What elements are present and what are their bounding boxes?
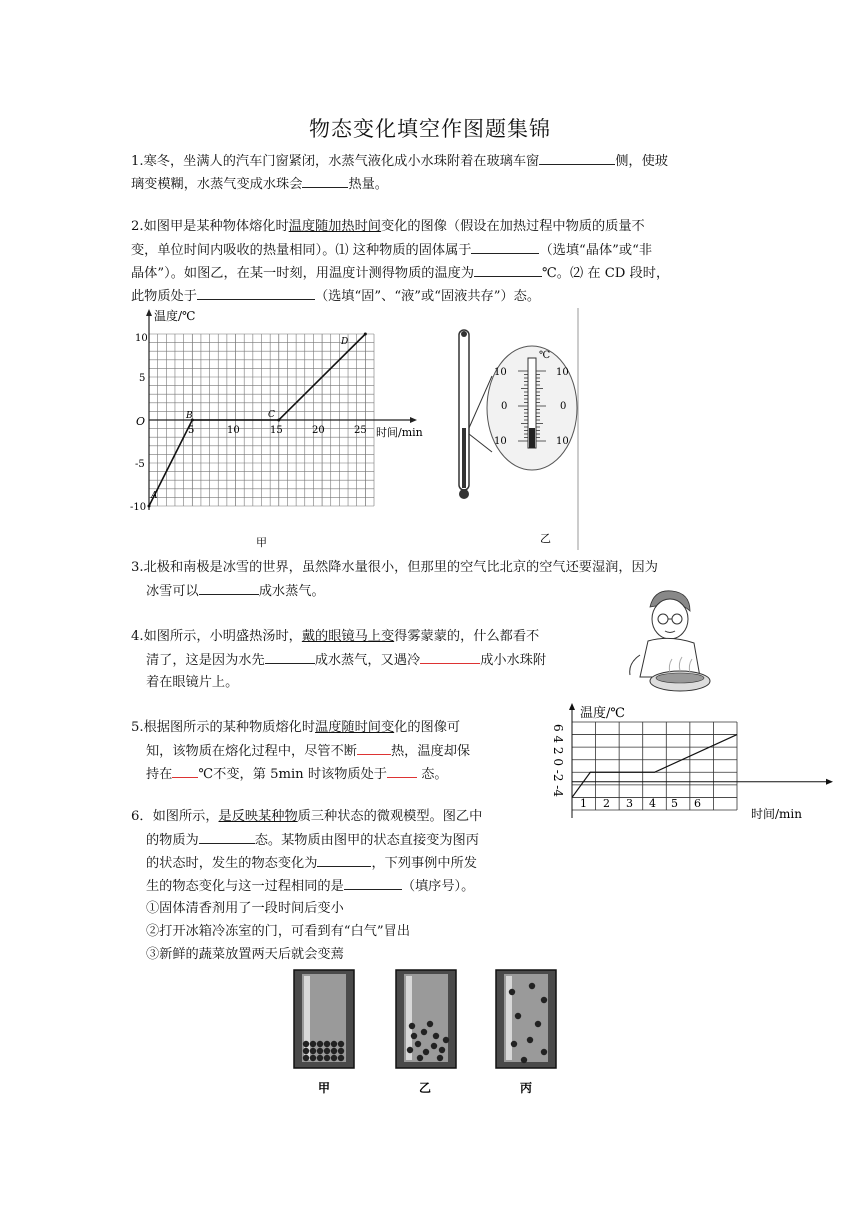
q5-underlined-text: 温度随时间变	[315, 720, 395, 735]
x-axis-arrow	[826, 779, 833, 785]
q5-blank-3[interactable]	[387, 763, 417, 778]
particle	[535, 1021, 541, 1027]
graph1-origin-label: O	[136, 415, 146, 428]
graph2-xlabel: 时间/min	[751, 807, 802, 821]
graph2-xtick-2: 2	[603, 797, 610, 810]
q2-blank-3[interactable]	[197, 285, 315, 300]
thermo-right-0: 0	[560, 401, 567, 412]
q5-line2: 知，该物质在熔化过程中，尽管不断	[146, 744, 357, 759]
graph1-xtick-5: 5	[188, 425, 195, 436]
q6-line4-end: （填序号）。	[401, 879, 475, 894]
particle	[515, 1013, 521, 1019]
y-axis-arrow	[569, 703, 575, 710]
particle	[338, 1048, 344, 1054]
q2-line3: 晶体”）。如图乙，在某一时刻，用温度计测得物质的温度为	[131, 266, 475, 281]
particle	[411, 1033, 417, 1039]
data-point	[277, 419, 280, 422]
q1-line1-end: 侧，使玻	[615, 154, 668, 169]
graph1-point-c: C	[268, 410, 275, 420]
particle	[509, 989, 515, 995]
q5-line1-end: 化的图像可	[394, 720, 461, 735]
q6-line2: 的物质为	[146, 833, 199, 848]
graph1-xtick-10: 10	[227, 425, 240, 436]
q4-line1-end: 得雾蒙蒙的，什么都看不	[394, 629, 540, 644]
q4-line1: 4.如图所示，小明盛热汤时，	[131, 629, 302, 644]
q6-blank-3[interactable]	[344, 875, 402, 890]
q3-line2-end: 成水蒸气。	[258, 584, 325, 599]
zoom-line-bottom	[469, 434, 492, 452]
particle	[433, 1033, 439, 1039]
graph1-ytick-10: 10	[135, 333, 148, 344]
graph2-xtick-4: 4	[649, 797, 656, 810]
q1-line2-end: 热量。	[348, 177, 388, 192]
q2-line4: 此物质处于	[131, 289, 197, 304]
particle	[409, 1023, 415, 1029]
particle	[421, 1029, 427, 1035]
question-5-l2	[146, 740, 470, 763]
q2-line1-end: 变化的图像（假设在加热过程中物质的质量不	[380, 219, 645, 234]
graph1-point-a: A	[151, 491, 158, 501]
q3-blank[interactable]	[199, 580, 259, 595]
particle	[511, 1041, 517, 1047]
q6-line3: 的状态时，发生的物态变化为	[146, 856, 318, 871]
thermometer-top	[461, 331, 467, 337]
magnified-liquid	[529, 428, 535, 448]
page-title: 物态变化填空作图题集锦	[309, 117, 551, 141]
question-6-l4	[146, 875, 474, 898]
q6-option-3: ③新鲜的蔬菜放置两天后就会变蔫	[146, 947, 344, 962]
q2-line2: 变，单位时间内吸收的热量相同）。⑴ 这种物质的固体属于	[131, 243, 472, 258]
q5-line1: 5.根据图所示的某种物质熔化时	[131, 720, 316, 735]
boy-with-soup-illustration	[620, 585, 715, 705]
particle	[310, 1055, 316, 1061]
q5-line2-end: 热，温度却保	[391, 744, 471, 759]
container-highlight-0	[304, 976, 310, 1060]
question-6-l2	[146, 829, 479, 852]
question-3-l2	[146, 580, 325, 603]
graph1-xtick-25: 25	[354, 425, 367, 436]
q5-line3: 持在	[146, 767, 173, 782]
question-2	[131, 216, 645, 238]
q6-line2-end: 态。某物质由图甲的状态直接变为图丙	[254, 833, 479, 848]
q5-line3-mid: ℃不变，第 5min 时该物质处于	[198, 767, 387, 782]
q2-line4-end: （选填“固”、“液”或“固液共存”）态。	[314, 289, 541, 304]
thermo-left-minus10: 10	[494, 436, 507, 447]
particle	[331, 1041, 337, 1047]
data-point	[364, 333, 367, 336]
x-axis-arrow	[410, 417, 417, 423]
particle	[541, 997, 547, 1003]
figure-q5	[540, 700, 840, 840]
question-2-l3	[131, 262, 669, 285]
thermo-left-10: 10	[494, 367, 507, 378]
thermo-unit: ℃	[539, 350, 551, 361]
particle	[324, 1055, 330, 1061]
question-1	[131, 150, 668, 173]
q4-line2-end: 成小水珠附	[480, 653, 547, 668]
particle	[331, 1048, 337, 1054]
q3-line1: 3.北极和南极是冰雪的世界，虽然降水量很小，但那里的空气比北京的空气还要湿润，因为	[131, 560, 658, 575]
q6-line4: 生的物态变化与这一过程相同的是	[146, 879, 344, 894]
caption-jia: 甲	[318, 1081, 331, 1095]
graph1-point-b: B	[186, 411, 193, 421]
particle	[338, 1055, 344, 1061]
particle	[303, 1041, 309, 1047]
q2-line2-end: （选填“晶体”或“非	[539, 243, 653, 258]
graph1-grid	[146, 309, 417, 510]
graph2-xtick-6: 6	[694, 797, 701, 810]
particle	[324, 1048, 330, 1054]
q6-blank-2[interactable]	[317, 852, 371, 867]
graph2-xtick-5: 5	[671, 797, 678, 810]
q5-blank-1[interactable]	[357, 740, 391, 755]
question-1-cont	[131, 173, 388, 196]
q5-line3-end: 态。	[417, 767, 448, 782]
graph1-xtick-20: 20	[312, 425, 325, 436]
graph2-xtick-3: 3	[626, 797, 633, 810]
q1-blank-2[interactable]	[302, 173, 348, 188]
particle	[527, 1037, 533, 1043]
q3-line2: 冰雪可以	[146, 584, 199, 599]
particle	[437, 1055, 443, 1061]
arm-left	[630, 655, 640, 675]
q5-blank-2[interactable]	[172, 763, 198, 778]
graph1-ylabel: 温度/℃	[154, 309, 196, 323]
q1-line2: 璃变模糊，水蒸气变成水珠会	[131, 177, 303, 192]
particle	[443, 1037, 449, 1043]
q6-underlined-text: 是反映某种物	[218, 809, 298, 824]
question-4-l3	[146, 672, 238, 694]
data-line-series	[572, 735, 737, 798]
q4-blank-1[interactable]	[265, 649, 315, 664]
thermo-right-10: 10	[556, 367, 569, 378]
q6-line3-end: ，下列事例中所发	[371, 856, 477, 871]
q4-line2: 清了，这是因为水先	[146, 653, 265, 668]
q4-line3: 着在眼镜片上。	[146, 675, 239, 690]
thermometer-figure	[459, 330, 577, 545]
containers-group	[294, 970, 556, 1068]
q6-blank-1[interactable]	[199, 829, 255, 844]
particle	[431, 1043, 437, 1049]
q6-option-2: ②打开冰箱冷冻室的门，可看到有“白气”冒出	[146, 924, 411, 939]
question-5-l3	[146, 763, 448, 786]
particle	[415, 1041, 421, 1047]
question-2-l2	[131, 239, 652, 262]
q2-underlined-text: 温度随加热时间	[288, 219, 381, 234]
graph1-xtick-15: 15	[270, 425, 283, 436]
container-highlight-2	[506, 976, 512, 1060]
particle	[529, 983, 535, 989]
particle	[310, 1041, 316, 1047]
q2-line1: 2.如图甲是某种物体熔化时	[131, 219, 289, 234]
thermo-caption: 乙	[540, 532, 551, 545]
particle	[417, 1055, 423, 1061]
q4-line2-mid: 成水蒸气，又遇冷	[314, 653, 421, 668]
graph1-ytick-5: 5	[139, 373, 146, 384]
caption-bing: 丙	[520, 1081, 533, 1095]
particle	[423, 1049, 429, 1055]
graph2-ylabel: 温度/℃	[580, 706, 625, 721]
particle	[317, 1048, 323, 1054]
q6-option-1: ①固体清香剂用了一段时间后变小	[146, 901, 344, 916]
particle	[331, 1055, 337, 1061]
graph2-xtick-1: 1	[580, 797, 587, 810]
particle	[303, 1055, 309, 1061]
molecular-models-figure	[286, 964, 566, 1096]
soup-surface	[656, 673, 704, 683]
particle	[310, 1048, 316, 1054]
question-5	[131, 717, 460, 739]
graph1-caption: 甲	[256, 536, 267, 549]
thermo-right-minus10: 10	[556, 436, 569, 447]
figure-q2	[122, 306, 592, 552]
particle	[303, 1048, 309, 1054]
particle	[439, 1047, 445, 1053]
particle	[407, 1047, 413, 1053]
question-2-l4	[131, 285, 540, 308]
particle	[541, 1049, 547, 1055]
thermometer-liquid	[462, 428, 466, 488]
q4-underlined-text: 戴的眼镜马上变	[301, 629, 395, 644]
question-4	[131, 626, 539, 648]
data-point	[148, 505, 151, 508]
graph1-xlabel: 时间/min	[376, 426, 423, 439]
particle	[521, 1057, 527, 1063]
q2-blank-2[interactable]	[474, 262, 542, 277]
y-axis-arrow	[146, 309, 152, 316]
q2-blank-1[interactable]	[471, 239, 539, 254]
question-4-l2	[146, 649, 546, 672]
particle	[338, 1041, 344, 1047]
thermo-left-0: 0	[501, 401, 508, 412]
question-3	[131, 557, 658, 579]
graph2-yticks: 6 4 2 0 -2 -4	[551, 724, 565, 797]
question-6-l3	[146, 852, 477, 875]
graph1-point-d: D	[341, 337, 349, 347]
q4-blank-2[interactable]	[420, 649, 480, 664]
q2-line3-end: ℃。⑵ 在 CD 段时，	[542, 266, 670, 281]
question-6	[131, 806, 482, 828]
q1-line1: 1.寒冬，坐满人的汽车门窗紧闭，水蒸气液化成小水珠附着在玻璃车窗	[131, 154, 540, 169]
caption-yi: 乙	[419, 1081, 432, 1095]
particle	[427, 1021, 433, 1027]
thermometer-bulb	[459, 489, 469, 499]
particle	[317, 1055, 323, 1061]
q6-line1-end: 质三种状态的微观模型。图乙中	[297, 809, 483, 824]
q6-line1: 6．如图所示，	[131, 809, 219, 824]
graph1-ytick-minus10: -10	[130, 502, 147, 513]
q1-blank-1[interactable]	[539, 150, 615, 165]
graph1-ytick-minus5: -5	[135, 459, 145, 470]
particle	[324, 1041, 330, 1047]
particle	[317, 1041, 323, 1047]
